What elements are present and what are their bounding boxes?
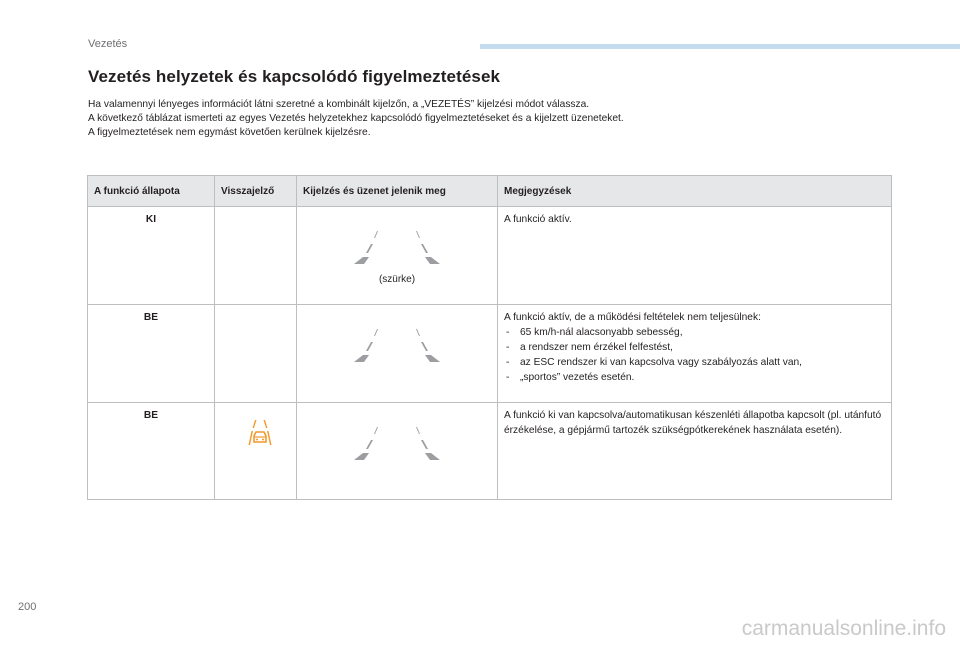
column-header-state: A funkció állapota [88, 176, 215, 207]
lane-markings-icon [347, 324, 447, 364]
table-row [88, 207, 892, 305]
watermark: carmanualsonline.info [741, 617, 946, 640]
state-cell: KI [88, 207, 215, 305]
intro-line: Ha valamennyi lényeges információt látni szeretné a kombinált kijelzőn, a „VEZETÉS” kijelzési módot válassza. [88, 99, 590, 110]
page-number: 200 [18, 601, 37, 613]
display-caption: (szürke) [378, 274, 416, 285]
remarks-cell [498, 207, 892, 305]
column-header-indicator: Visszajelző [215, 176, 297, 207]
indicator-cell [215, 305, 297, 403]
table-row [88, 305, 892, 403]
intro-line: A következő táblázat ismerteti az egyes Vezetés helyzetekhez kapcsolódó figyelmeztetéseket és a kijelzett üzeneteket. [88, 113, 624, 124]
display-cell [297, 305, 498, 403]
remarks-cell [498, 305, 892, 403]
column-header-display: Kijelzés és üzenet jelenik meg [297, 176, 498, 207]
indicator-cell [215, 403, 297, 500]
section-label: Vezetés [88, 38, 128, 50]
list-item: - 65 km/h-nál alacsonyabb sebesség, [504, 325, 885, 340]
display-cell [297, 403, 498, 500]
top-accent-bar [480, 44, 960, 49]
remarks-text: A funkció aktív. [504, 214, 572, 225]
intro-line: A figyelmeztetések nem egymást követően kerülnek kijelzésre. [88, 127, 371, 138]
column-header-remarks: Megjegyzések [498, 176, 892, 207]
lane-markings-icon [347, 226, 447, 266]
remarks-cell [498, 403, 892, 500]
state-cell: BE [88, 305, 215, 403]
remarks-list [504, 325, 885, 385]
table-header-row [88, 176, 892, 207]
remarks-text: A funkció aktív, de a működési feltételek nem teljesülnek: [504, 312, 761, 323]
lane-markings-icon [347, 422, 447, 462]
list-item: - a rendszer nem érzékel felfestést, [504, 340, 885, 355]
indicator-cell [215, 207, 297, 305]
state-cell: BE [88, 403, 215, 500]
list-item: - „sportos” vezetés esetén. [504, 370, 885, 385]
list-item: - az ESC rendszer ki van kapcsolva vagy szabályozás alatt van, [504, 355, 885, 370]
remarks-text: A funkció ki van kapcsolva/automatikusan készenléti állapotba kapcsolt (pl. utánfutó érzékelése, a gépjármű tartozék szükségpótkerekének használata esetén). [504, 410, 882, 436]
lane-keeping-warning-icon [247, 418, 273, 448]
warnings-table [87, 175, 892, 500]
page-title: Vezetés helyzetek és kapcsolódó figyelmeztetések [88, 67, 501, 86]
table-row [88, 403, 892, 500]
display-cell [297, 207, 498, 305]
intro-text [88, 98, 888, 140]
